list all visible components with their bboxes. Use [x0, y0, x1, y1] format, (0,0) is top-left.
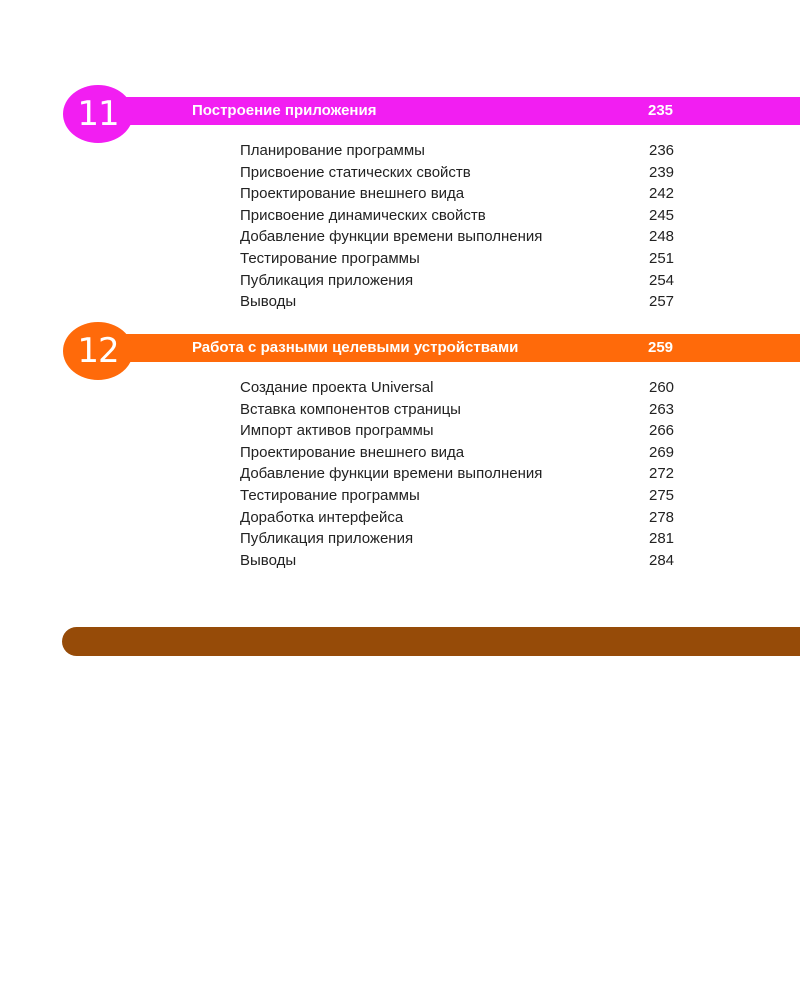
chapter-11-entry-list: [240, 140, 700, 313]
chapter-12-entry-list: [240, 377, 700, 571]
toc-entry-label: Выводы: [240, 551, 297, 569]
chapter-12-title[interactable]: Работа с разными целевыми устройствами: [192, 339, 519, 356]
toc-entry-label: Публикация приложения: [240, 530, 414, 548]
toc-entry[interactable]: [240, 442, 700, 464]
toc-entry-page: 248: [649, 228, 675, 246]
toc-entry-label: Присвоение статических свойств: [240, 163, 471, 181]
toc-entry[interactable]: [240, 226, 700, 248]
toc-entry-page: 254: [649, 271, 675, 289]
toc-entry[interactable]: [240, 485, 700, 507]
toc-entry[interactable]: [240, 377, 700, 399]
toc-entry[interactable]: [240, 270, 700, 292]
toc-entry-page: 284: [649, 551, 675, 569]
toc-entry[interactable]: [240, 550, 700, 572]
toc-entry[interactable]: [240, 528, 700, 550]
toc-entry-page: 257: [649, 293, 675, 311]
toc-entry-label: Присвоение динамических свойств: [240, 206, 486, 224]
chapter-11-page-number: 235: [648, 102, 674, 119]
toc-entry-label: Планирование программы: [240, 142, 425, 159]
chapter-12-number-badge: 12: [63, 322, 133, 380]
chapter-11-title[interactable]: Построение приложения: [192, 102, 377, 119]
toc-entry-page: 263: [649, 400, 675, 418]
toc-entry[interactable]: [240, 420, 700, 442]
toc-entry-page: 239: [649, 163, 675, 181]
toc-entry-label: Проектирование внешнего вида: [240, 185, 465, 203]
toc-entry-page: 251: [649, 249, 675, 267]
toc-entry[interactable]: [240, 399, 700, 421]
toc-entry[interactable]: [240, 183, 700, 205]
toc-entry-page: 245: [649, 206, 675, 224]
toc-entry-page: 281: [649, 530, 675, 548]
toc-entry-label: Создание проекта Universal: [240, 379, 434, 396]
toc-entry-label: Добавление функции времени выполнения: [240, 465, 543, 483]
toc-entry[interactable]: [240, 248, 700, 270]
chapter-11-number-badge: 11: [63, 85, 133, 143]
toc-entry-page: 260: [649, 379, 675, 396]
toc-entry-page: 272: [649, 465, 675, 483]
chapter-12-page-number: 259: [648, 339, 674, 356]
toc-entry-label: Вставка компонентов страницы: [240, 400, 461, 418]
toc-entry-page: 278: [649, 508, 675, 526]
toc-entry-page: 269: [649, 443, 675, 461]
toc-entry[interactable]: [240, 291, 700, 313]
toc-entry-label: Импорт активов программы: [240, 422, 434, 440]
toc-entry-label: Доработка интерфейса: [240, 508, 404, 526]
toc-entry-page: 275: [649, 486, 675, 504]
footer-decorative-bar: [62, 627, 800, 656]
toc-entry-label: Добавление функции времени выполнения: [240, 228, 543, 246]
toc-entry-label: Проектирование внешнего вида: [240, 443, 465, 461]
toc-entry-page: 266: [649, 422, 675, 440]
toc-entry-label: Выводы: [240, 293, 297, 311]
toc-entry[interactable]: [240, 162, 700, 184]
toc-entry-label: Публикация приложения: [240, 271, 414, 289]
toc-entry[interactable]: [240, 507, 700, 529]
toc-entry-label: Тестирование программы: [240, 249, 420, 267]
toc-entry[interactable]: [240, 205, 700, 227]
toc-entry[interactable]: [240, 463, 700, 485]
toc-entry-label: Тестирование программы: [240, 486, 420, 504]
toc-entry-page: 236: [649, 142, 675, 159]
toc-entry-page: 242: [649, 185, 675, 203]
toc-entry[interactable]: [240, 140, 700, 162]
